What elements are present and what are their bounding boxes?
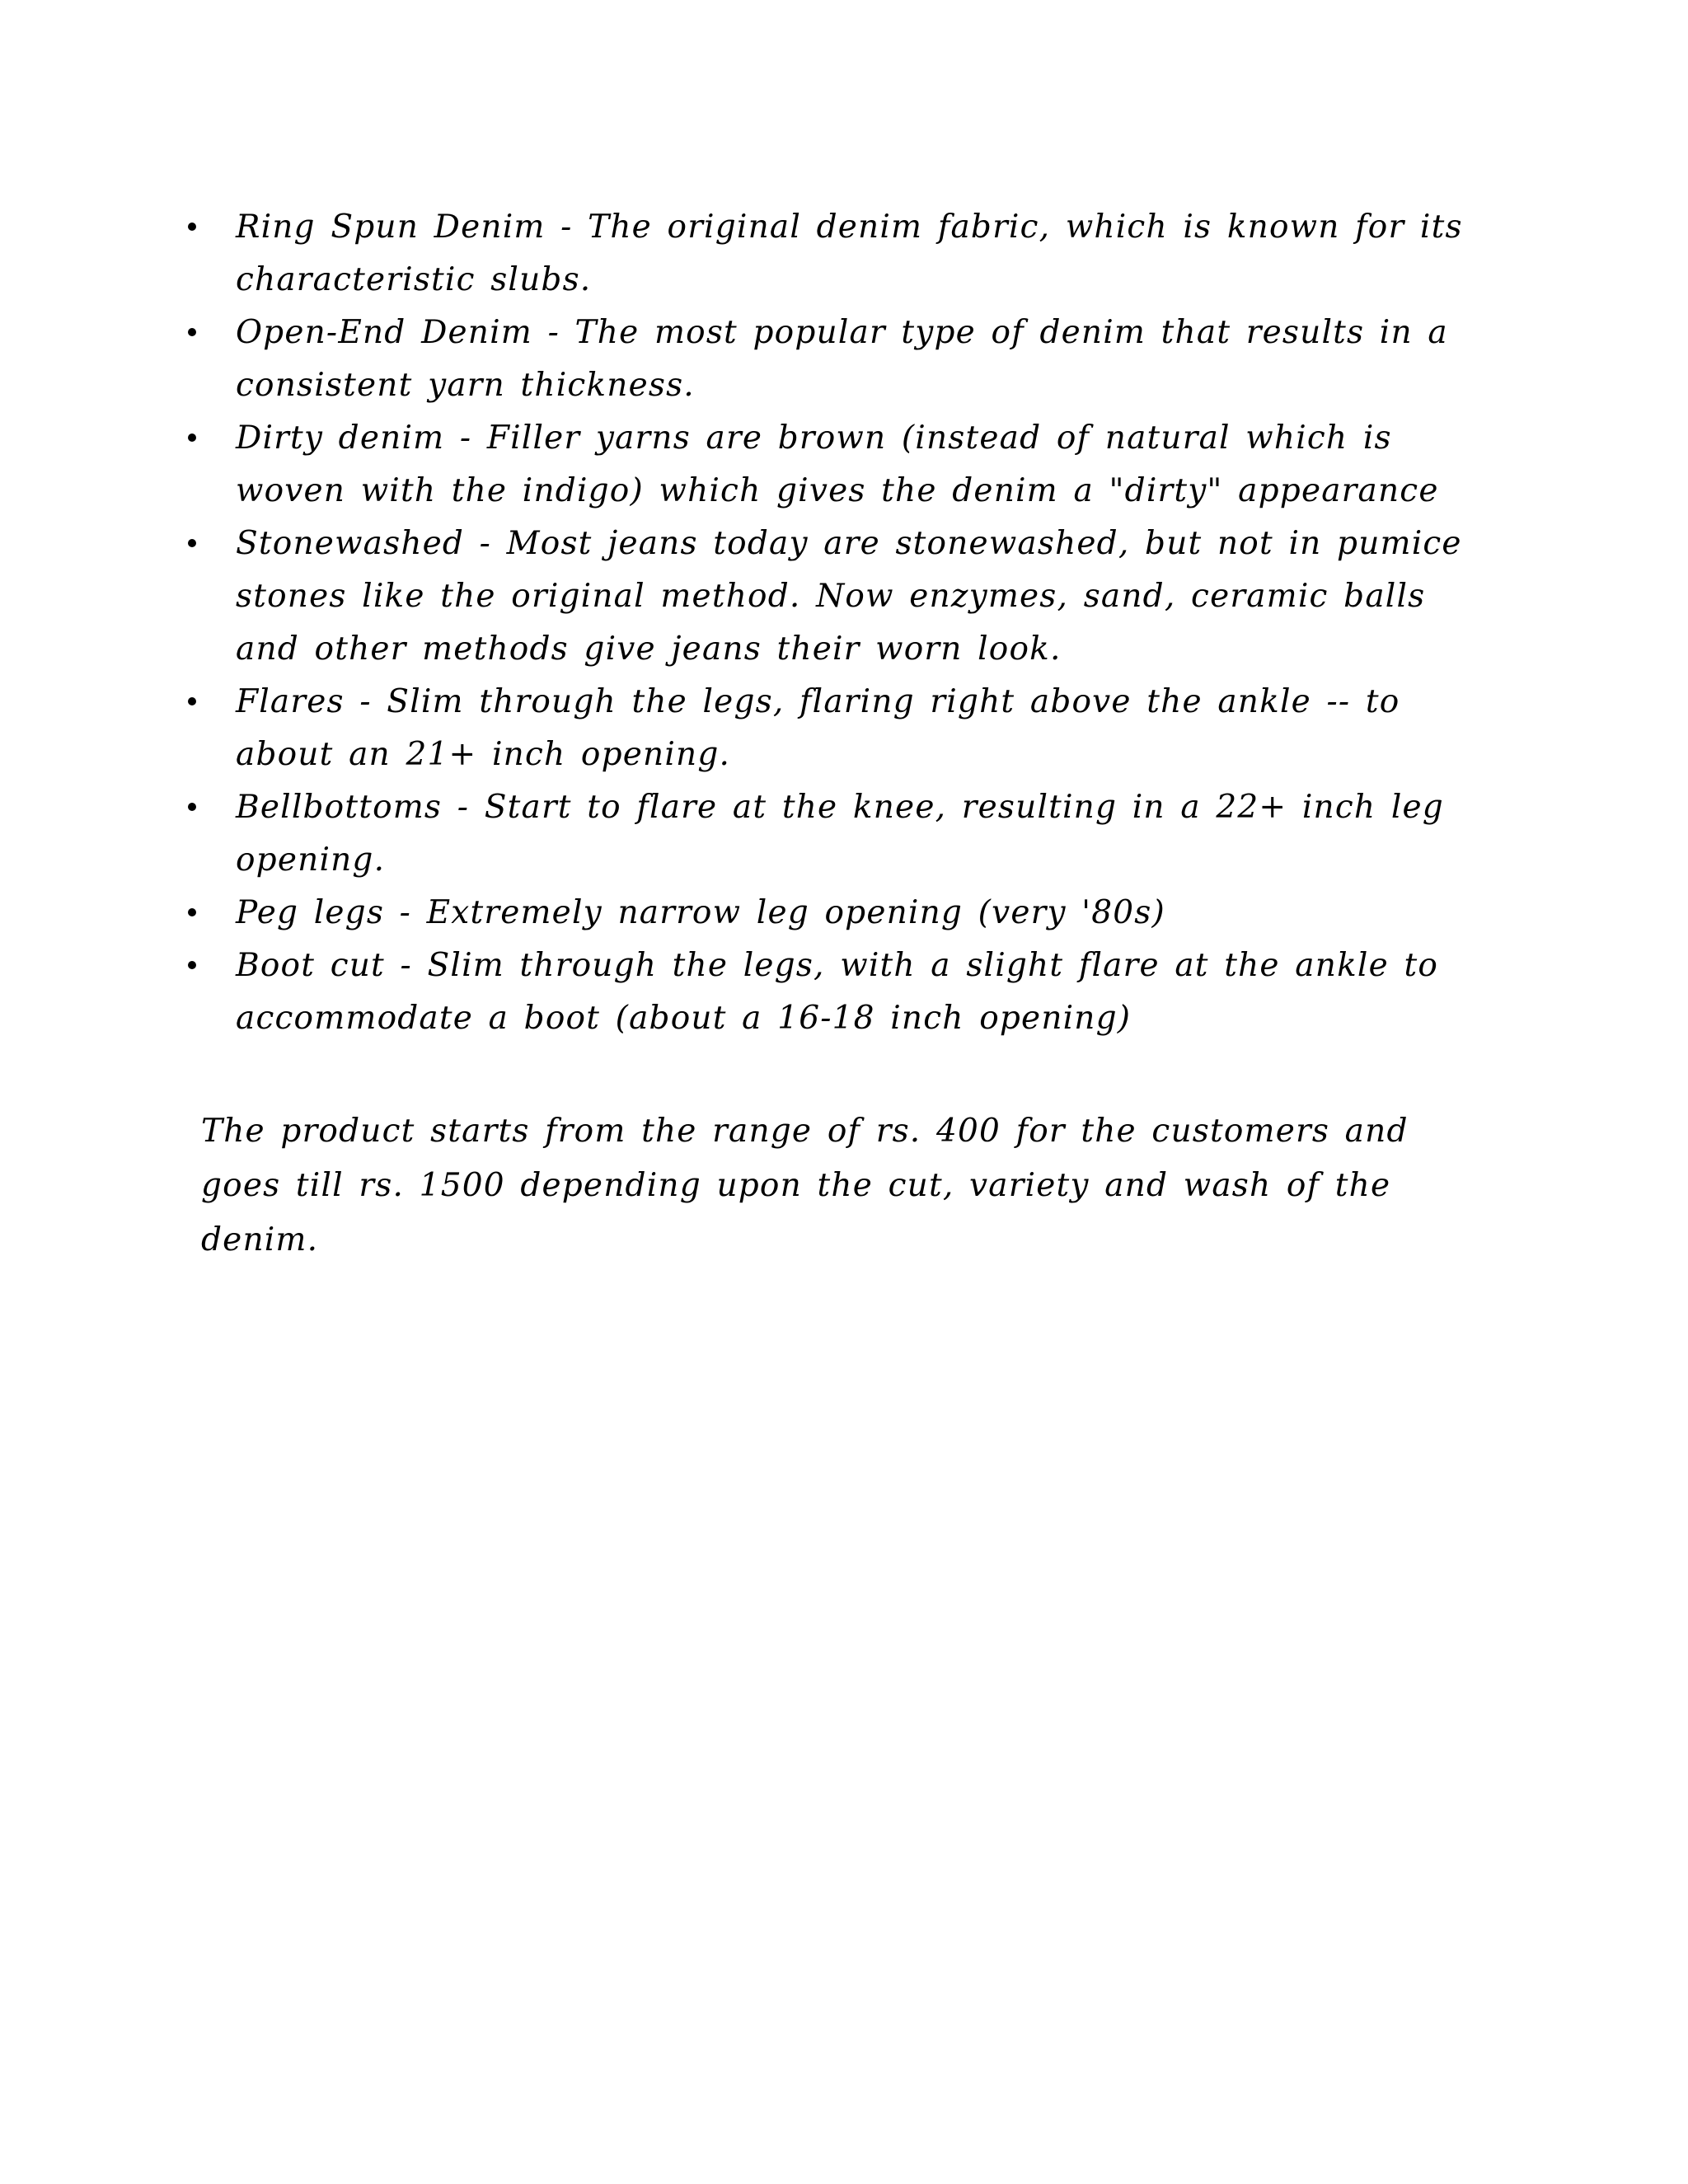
list-item-text: Stonewashed - Most jeans today are stonewashed, but not in pumice stones like the original method. Now enzymes, sand, ceramic balls and other methods give jeans their worn look. xyxy=(236,525,1462,668)
list-item xyxy=(176,676,1495,781)
denim-types-list xyxy=(176,201,1495,1045)
list-item-text: Open-End Denim - The most popular type of denim that results in a consistent yarn thickness. xyxy=(236,314,1448,404)
list-item xyxy=(176,781,1495,887)
list-item-text: Peg legs - Extremely narrow leg opening (very '80s) xyxy=(236,894,1165,931)
bullet-icon xyxy=(188,434,196,442)
bullet-icon xyxy=(188,908,196,916)
list-item xyxy=(176,307,1495,412)
list-item-text: Flares - Slim through the legs, flaring right above the ankle -- to about an 21+ inch opening. xyxy=(236,683,1400,773)
bullet-icon xyxy=(188,328,196,336)
pricing-paragraph: The product starts from the range of rs. 400 for the customers and goes till rs. 1500 depending upon the cut, variety and wash of the denim. xyxy=(201,1113,1409,1258)
list-item-text: Dirty denim - Filler yarns are brown (instead of natural which is woven with the indigo) which gives the denim a "dirty" appearance xyxy=(236,419,1439,509)
list-item xyxy=(176,412,1495,518)
list-item xyxy=(176,887,1495,940)
list-item xyxy=(176,201,1495,307)
bullet-icon xyxy=(188,539,196,547)
bullet-icon xyxy=(188,697,196,705)
list-item xyxy=(176,940,1495,1045)
list-item-text: Ring Spun Denim - The original denim fabric, which is known for its characteristic slubs. xyxy=(236,209,1463,298)
list-item-text: Boot cut - Slim through the legs, with a slight flare at the ankle to accommodate a boot (about a 16-18 inch opening) xyxy=(236,947,1439,1037)
bullet-icon xyxy=(188,961,196,969)
list-item-text: Bellbottoms - Start to flare at the knee, resulting in a 22+ inch leg opening. xyxy=(236,789,1444,879)
bullet-icon xyxy=(188,223,196,231)
list-item xyxy=(176,518,1495,676)
bullet-icon xyxy=(188,803,196,811)
